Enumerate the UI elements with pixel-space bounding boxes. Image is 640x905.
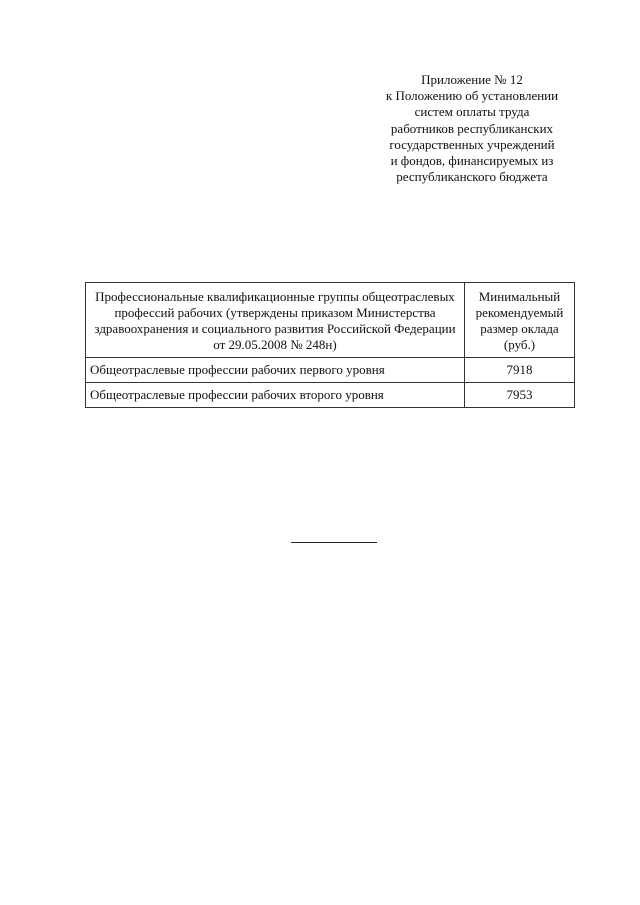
header-minimum-salary: Минимальный рекомендуемый размер оклада (руб.) [465, 283, 575, 358]
appendix-line: государственных учреждений [389, 136, 555, 152]
table-row [86, 383, 575, 408]
table-header-row [86, 283, 575, 358]
salary-table [85, 282, 575, 408]
appendix-line: и фондов, финансируемых из [390, 153, 554, 169]
row-salary-value: 7918 [465, 358, 575, 383]
appendix-line: систем оплаты труда [414, 104, 530, 120]
appendix-line: республиканского бюджета [396, 169, 548, 185]
end-separator-line [291, 542, 377, 543]
table-row [86, 358, 575, 383]
appendix-line: Приложение № 12 [421, 72, 523, 87]
row-profession-name: Общеотраслевые профессии рабочих первого уровня [86, 358, 465, 383]
header-qualification-groups: Профессиональные квалификационные группы общеотраслевых профессий рабочих (утверждены приказом Министерства здравоохранения и социального развития Российской Федерации от 29.05.2008 № 248н) [86, 283, 465, 358]
appendix-line: работников республиканских [390, 120, 554, 136]
row-profession-name: Общеотраслевые профессии рабочих второго уровня [86, 383, 465, 408]
row-salary-value: 7953 [465, 383, 575, 408]
appendix-heading [372, 72, 572, 185]
appendix-line: к Положению об установлении [385, 88, 559, 104]
